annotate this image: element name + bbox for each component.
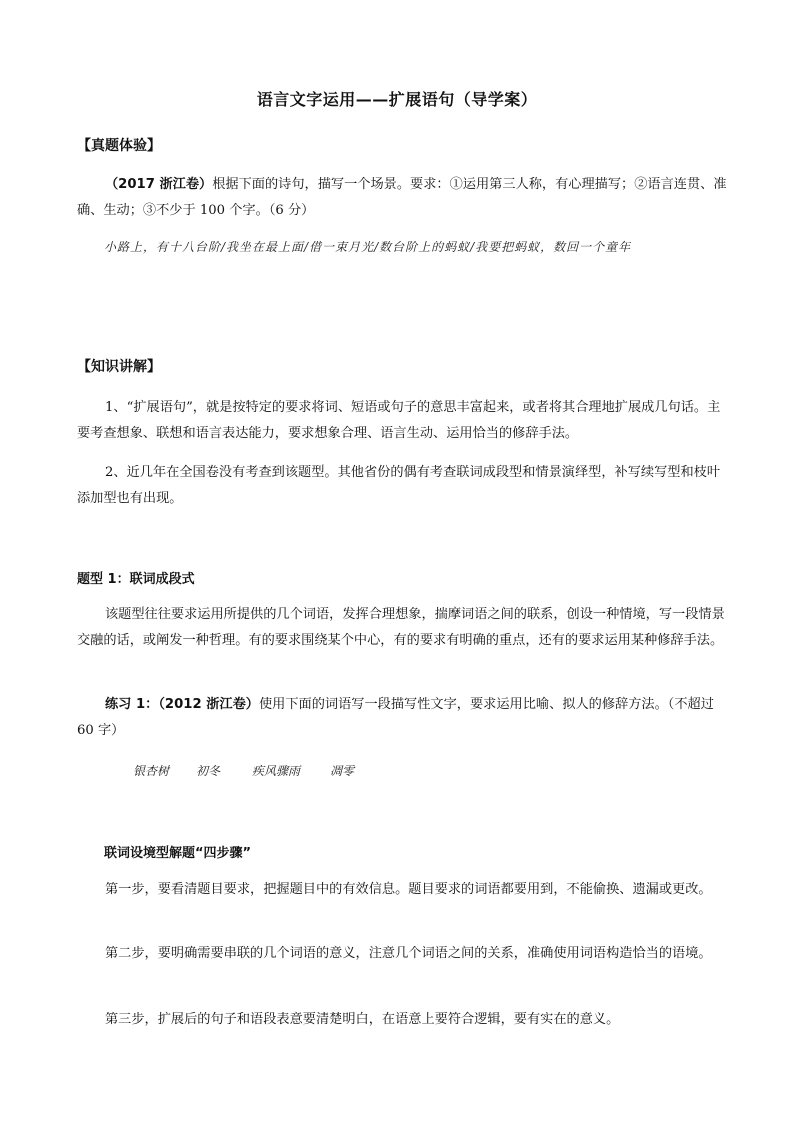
exercise-word: 银杏树	[133, 764, 170, 778]
exam-poem: 小路上，有十八台阶/我坐在最上面/借一束月光/数台阶上的蚂蚁/我要把蚂蚁，数回一个童年	[104, 240, 632, 254]
type1-heading: 题型 1：联词成段式	[77, 572, 195, 587]
exercise-word: 疾风骤雨	[252, 764, 301, 778]
steps-heading: 联词设境型解题“四步骤”	[104, 846, 252, 861]
step-3: 第三步，扩展后的句子和语段表意要清楚明白，在语意上要符合逻辑，要有实在的意义。	[105, 1012, 620, 1027]
step-2: 第二步，要明确需要串联的几个词语的意义，注意几个词语之间的关系，准确使用词语构造恰当的语境。	[105, 946, 712, 961]
knowledge-point-2: 2、近几年在全国卷没有考查到该题型。其他省份的偶有考查联词成段型和情景演绎型，补写续写型和枝叶添加型也有出现。	[77, 465, 721, 506]
exam-question	[77, 172, 727, 224]
exercise-1	[77, 692, 727, 744]
type1-description: 该题型往往要求运用所提供的几个词语，发挥合理想象，揣摩词语之间的联系，创设一种情境，写一段情景交融的话，或阐发一种哲理。有的要求围绕某个中心，有的要求有明确的重点，还有的要求运用某种修辞手法。	[77, 607, 725, 648]
knowledge-point-1: 1、“扩展语句”，就是按特定的要求将词、短语或句子的意思丰富起来，或者将其合理地扩展成几句话。主要考查想象、联想和语言表达能力，要求想象合理、语言生动、运用恰当的修辞手法。	[77, 400, 721, 441]
knowledge-section-heading: 【知识讲解】	[77, 359, 161, 375]
step-1: 第一步，要看清题目要求，把握题目中的有效信息。题目要求的词语都要用到，不能偷换、遗漏或更改。	[105, 882, 712, 897]
exercise-1-label: 练习 1：（2012 浙江卷）	[105, 697, 259, 712]
exam-question-source: （2017 浙江卷）	[105, 177, 213, 192]
exercise-word: 凋零	[330, 764, 355, 778]
exercise-1-text: 使用下面的词语写一段描写性文字，要求运用比喻、拟人的修辞方法。（不超过 60 字）	[77, 697, 714, 738]
exercise-word: 初冬	[196, 764, 221, 778]
exam-section-heading: 【真题体验】	[77, 138, 161, 154]
exam-question-text: 根据下面的诗句，描写一个场景。要求：①运用第三人称，有心理描写；②语言连贯、准确、生动；③不少于 100 个字。（6 分）	[77, 177, 727, 218]
page-title: 语言文字运用——扩展语句（导学案）	[256, 90, 538, 109]
